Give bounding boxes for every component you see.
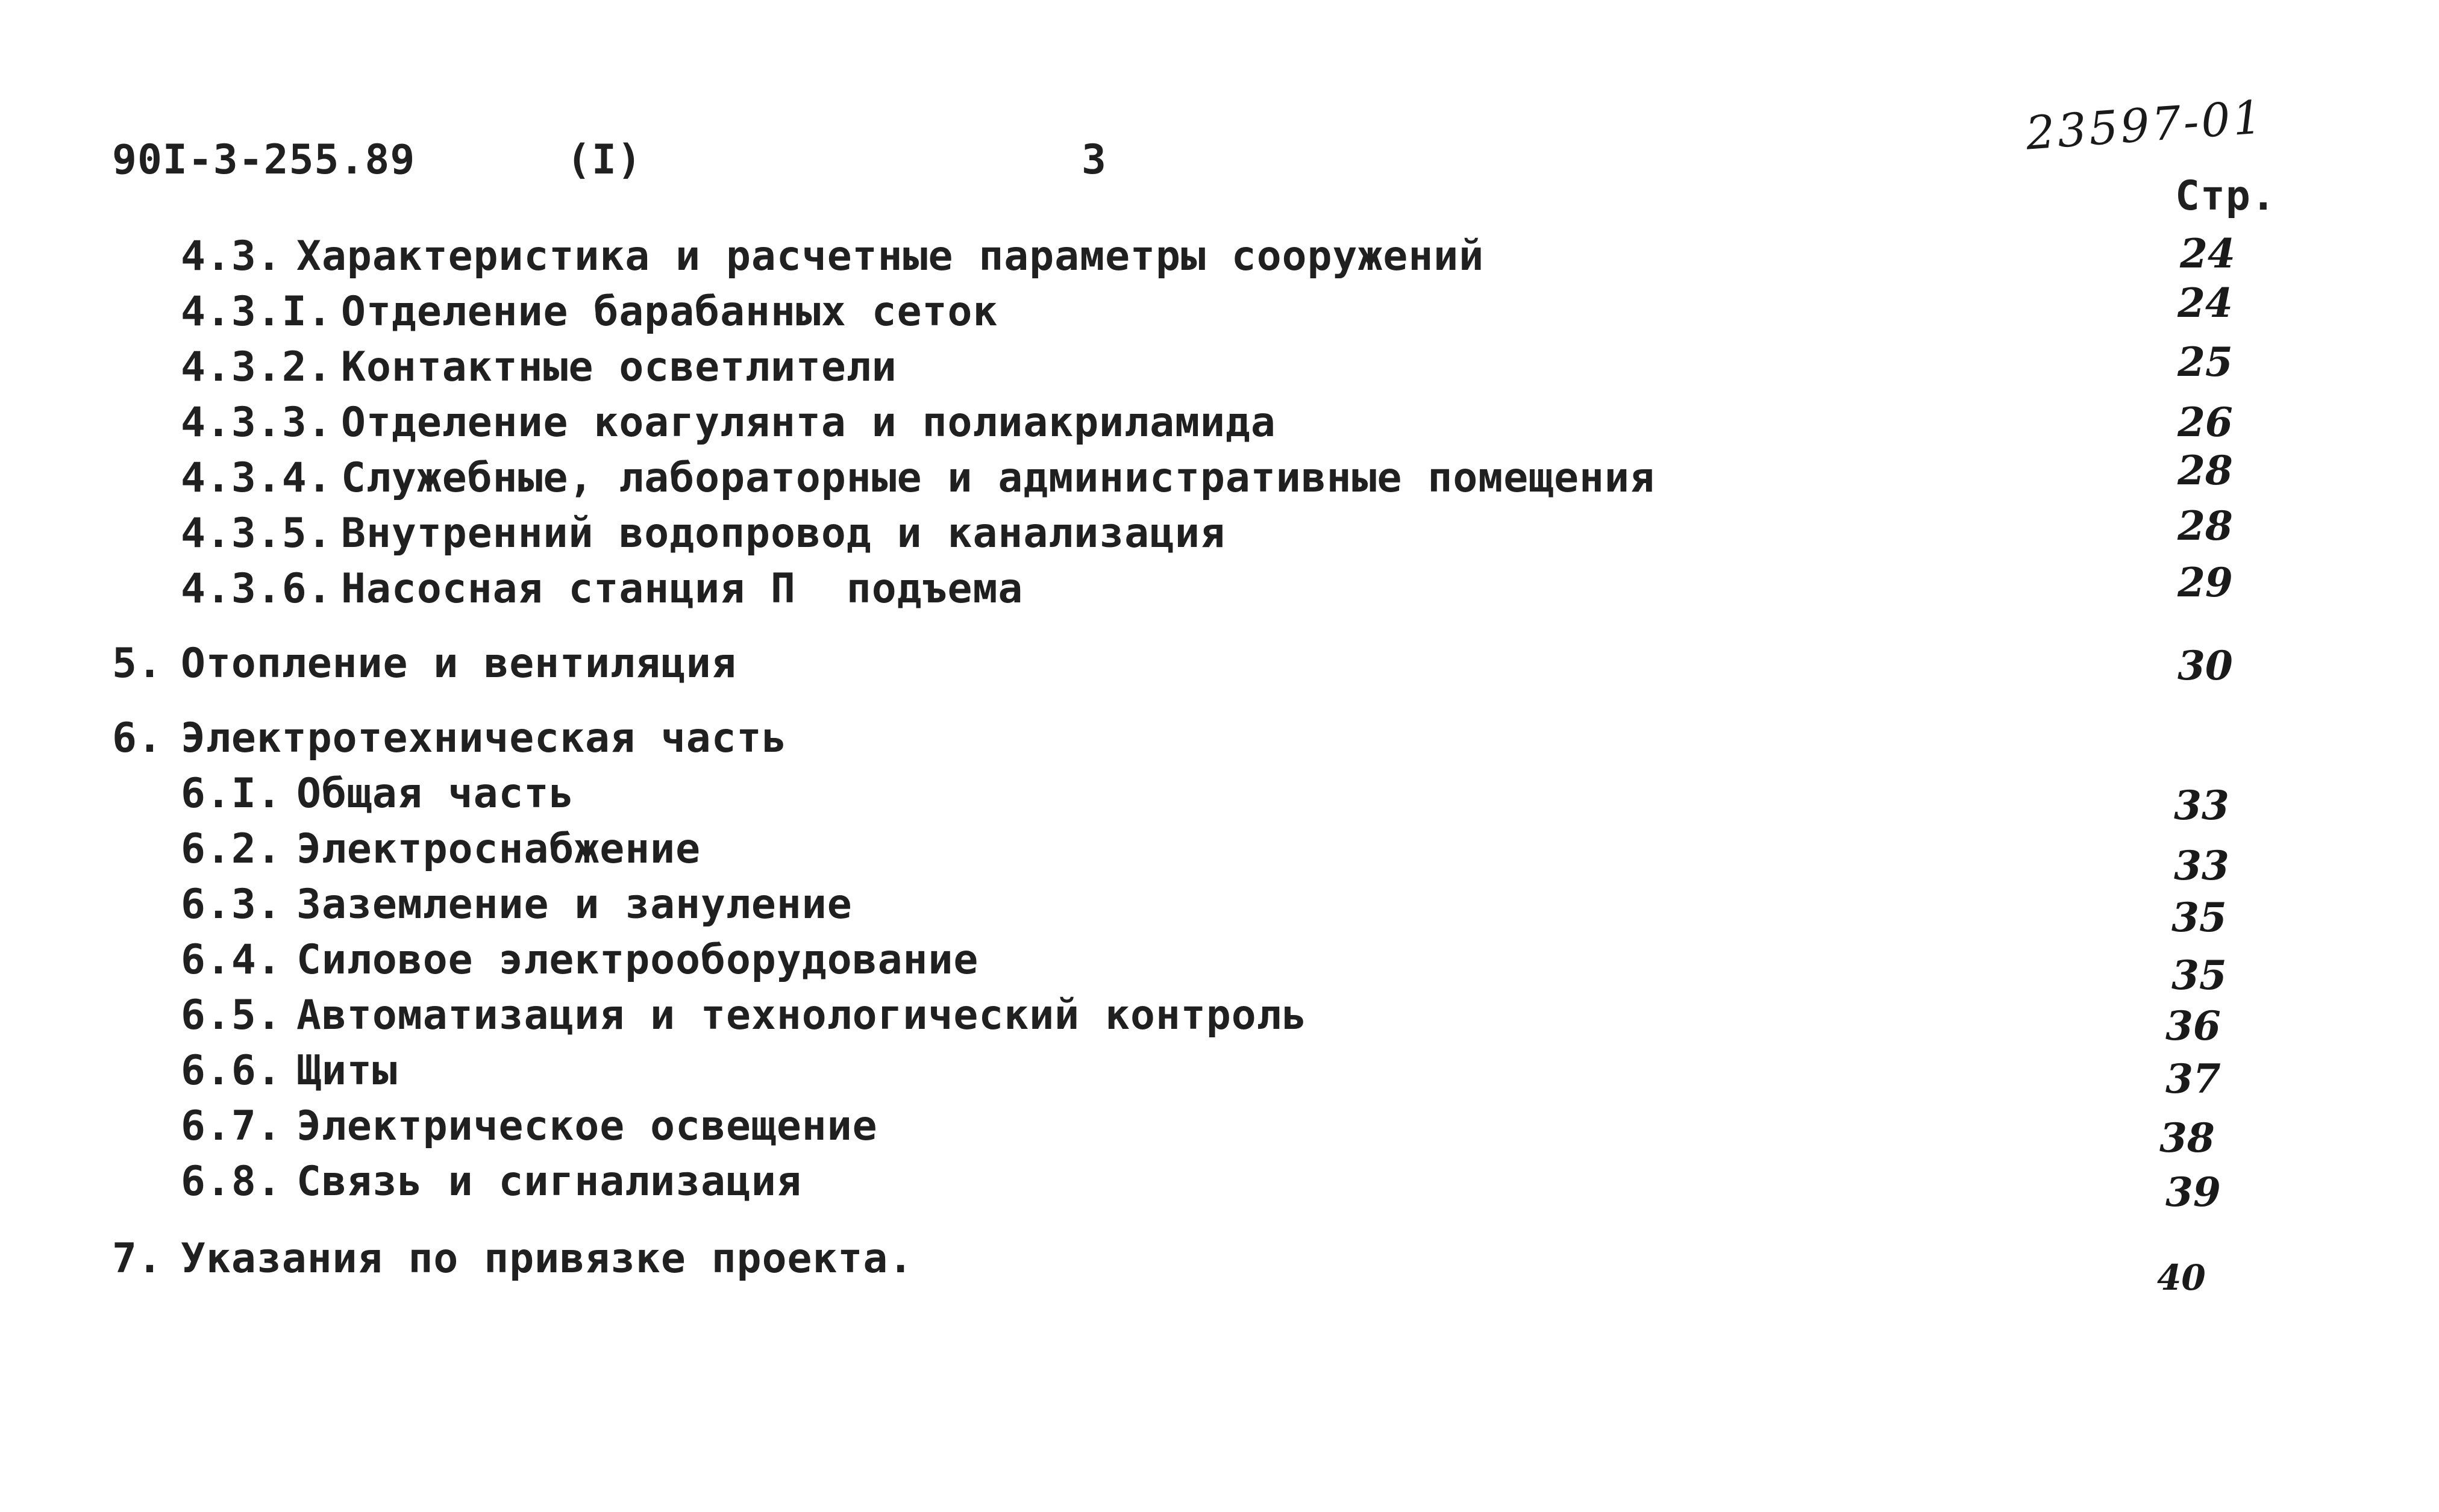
toc-entry-number: 4.3.6.: [181, 565, 333, 613]
toc-entry-title: Внутренний водопровод и канализация: [341, 510, 1226, 557]
toc-entry-number: 4.3.3.: [181, 399, 333, 446]
toc-entry-page: 35: [2171, 894, 2227, 941]
toc-entry-page: 39: [2165, 1169, 2221, 1216]
toc-entry-number: 4.3.I.: [181, 288, 333, 336]
toc-entry-number: 6.8.: [181, 1158, 282, 1205]
toc-entry-title: Характеристика и расчетные параметры сооружений: [296, 233, 1485, 280]
toc-entry-page: 33: [2174, 782, 2229, 829]
page-column-label: Стр.: [2175, 172, 2276, 220]
toc-section-number: 6.: [112, 714, 163, 762]
toc-entry-page: 24: [2178, 280, 2233, 326]
toc-entry-title: Контактные осветлители: [341, 343, 897, 391]
toc-entry-title: Общая часть: [296, 770, 575, 817]
toc-entry-number: 6.3.: [181, 881, 282, 928]
toc-entry-number: 6.2.: [181, 825, 282, 873]
toc-entry-page: 37: [2165, 1055, 2221, 1102]
toc-entry-title: Отделение барабанных сеток: [341, 288, 998, 336]
toc-entry-page: 26: [2178, 399, 2233, 446]
toc-section-title: Электротехническая часть: [181, 714, 787, 762]
toc-entry-title: Связь и сигнализация: [296, 1158, 802, 1205]
toc-entry-title: Заземление и зануление: [296, 881, 853, 928]
toc-entry-number: 6.7.: [181, 1102, 282, 1150]
toc-entry-page: 36: [2165, 1002, 2221, 1049]
toc-entry-number: 6.I.: [181, 770, 282, 817]
toc-entry-number: 6.5.: [181, 992, 282, 1039]
toc-entry-number: 4.3.2.: [181, 343, 333, 391]
document-part: (I): [566, 136, 642, 184]
toc-entry-number: 4.3.5.: [181, 510, 333, 557]
toc-entry-page: 33: [2174, 842, 2229, 889]
toc-entry-title: Служебные, лабораторные и административные помещения: [341, 454, 1655, 502]
toc-section-title: Указания по привязке проекта.: [181, 1235, 914, 1282]
toc-entry-page: 30: [2178, 642, 2233, 689]
document-code: 90I-3-255.89: [112, 136, 416, 184]
toc-entry-title: Щиты: [296, 1047, 398, 1095]
toc-entry-number: 4.3.4.: [181, 454, 333, 502]
toc-entry-page: 40: [2157, 1257, 2206, 1298]
handwritten-archive-number: 23597-01: [2024, 90, 2266, 160]
toc-section-title: Отопление и вентиляция: [181, 640, 737, 687]
toc-entry-page: 29: [2178, 559, 2233, 606]
toc-entry-page: 25: [2178, 339, 2233, 386]
toc-entry-page: 28: [2178, 502, 2233, 549]
toc-entry-number: 6.4.: [181, 936, 282, 984]
toc-entry-title: Насосная станция П подъема: [341, 565, 1024, 613]
toc-entry-number: 4.3.: [181, 233, 282, 280]
page-number: 3: [1082, 136, 1107, 184]
toc-entry-title: Отделение коагулянта и полиакриламида: [341, 399, 1276, 446]
toc-entry-page: 38: [2159, 1114, 2215, 1161]
toc-entry-title: Электроснабжение: [296, 825, 701, 873]
toc-section-number: 5.: [112, 640, 163, 687]
toc-entry-title: Электрическое освещение: [296, 1102, 878, 1150]
toc-section-number: 7.: [112, 1235, 163, 1282]
toc-entry-page: 24: [2180, 230, 2235, 277]
toc-entry-page: 28: [2178, 447, 2233, 494]
toc-entry-number: 6.6.: [181, 1047, 282, 1095]
toc-entry-title: Силовое электрооборудование: [296, 936, 979, 984]
toc-entry-title: Автоматизация и технологический контроль: [296, 992, 1307, 1039]
toc-entry-page: 35: [2171, 952, 2227, 999]
